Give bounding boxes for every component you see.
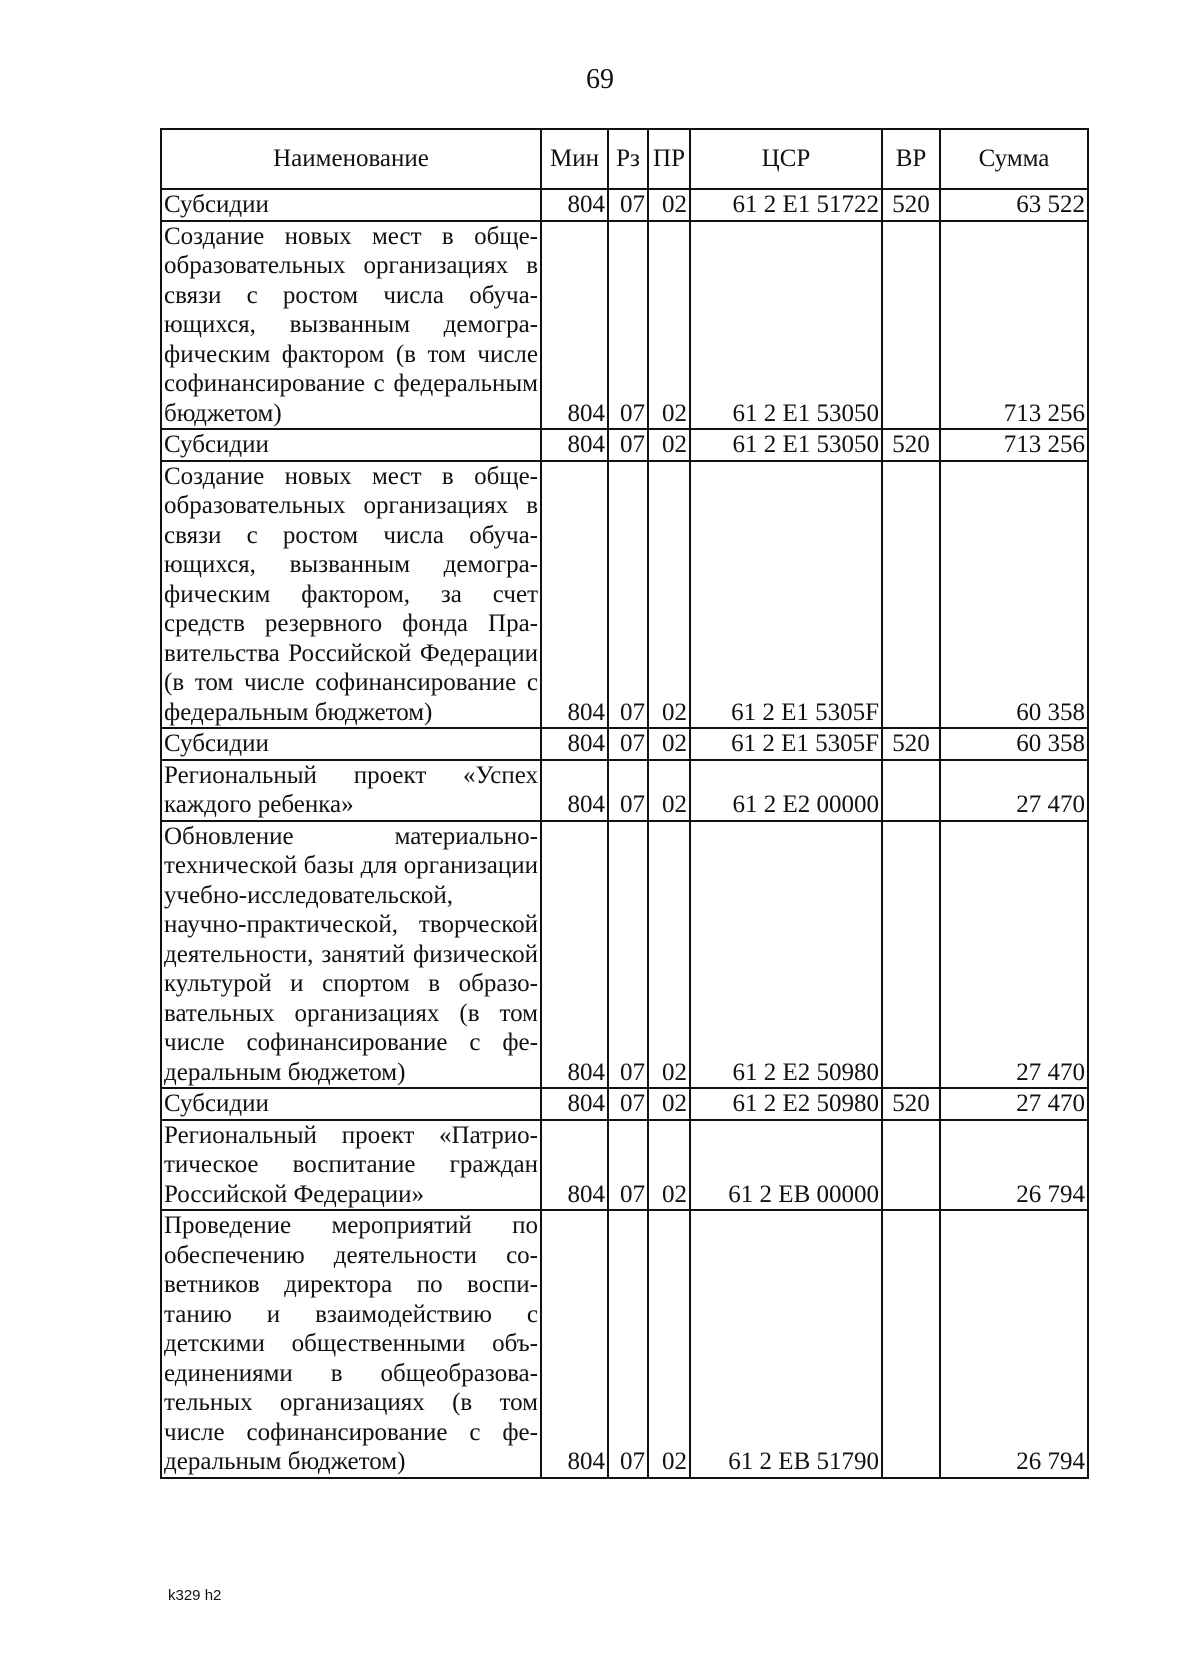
- table-row: [161, 461, 1088, 729]
- cell-rz: 07: [608, 1088, 648, 1120]
- cell-pr: 02: [648, 760, 690, 821]
- budget-table: [160, 128, 1089, 1479]
- table-row: [161, 429, 1088, 461]
- cell-min: 804: [541, 728, 608, 760]
- cell-min: 804: [541, 1120, 608, 1211]
- header-pr: ПР: [648, 129, 690, 189]
- cell-vr: [882, 1210, 940, 1478]
- cell-min: 804: [541, 189, 608, 221]
- cell-csr: 61 2 E1 53050: [690, 221, 882, 430]
- header-sum: Сумма: [940, 129, 1088, 189]
- cell-pr: 02: [648, 728, 690, 760]
- cell-min: 804: [541, 221, 608, 430]
- cell-sum: 27 470: [940, 1088, 1088, 1120]
- cell-pr: 02: [648, 461, 690, 729]
- cell-csr: 61 2 EB 51790: [690, 1210, 882, 1478]
- cell-pr: 02: [648, 821, 690, 1089]
- cell-pr: 02: [648, 1210, 690, 1478]
- cell-min: 804: [541, 461, 608, 729]
- cell-sum: 713 256: [940, 221, 1088, 430]
- cell-sum: 26 794: [940, 1120, 1088, 1211]
- cell-name: Обновление материально-технической базы для организации учебно-исследовательской, научно-практической, творческой деятельности, занятий физической культурой и спортом в образовательных организациях (в том числе софинансирование с федеральным бюджетом): [161, 821, 541, 1089]
- table-row: [161, 728, 1088, 760]
- cell-pr: 02: [648, 189, 690, 221]
- cell-sum: 60 358: [940, 461, 1088, 729]
- cell-min: 804: [541, 1210, 608, 1478]
- cell-name: Субсидии: [161, 429, 541, 461]
- cell-min: 804: [541, 1088, 608, 1120]
- cell-name: Создание новых мест в общеобразовательных организациях в связи с ростом числа обучающихся, вызванным демографическим фактором, за счет средств резервного фонда Правительства Российской Федерации (в том числе софинансирование с федеральным бюджетом): [161, 461, 541, 729]
- cell-name: Проведение мероприятий по обеспечению деятельности советников директора по воспитанию и взаимодействию с детскими общественными объединениями в общеобразовательных организациях (в том числе софинансирование с федеральным бюджетом): [161, 1210, 541, 1478]
- cell-vr: [882, 221, 940, 430]
- cell-vr: 520: [882, 1088, 940, 1120]
- cell-sum: 26 794: [940, 1210, 1088, 1478]
- cell-name: Субсидии: [161, 189, 541, 221]
- cell-rz: 07: [608, 221, 648, 430]
- cell-sum: 713 256: [940, 429, 1088, 461]
- cell-min: 804: [541, 429, 608, 461]
- table-row: [161, 1210, 1088, 1478]
- cell-sum: 27 470: [940, 760, 1088, 821]
- cell-sum: 27 470: [940, 821, 1088, 1089]
- cell-min: 804: [541, 821, 608, 1089]
- cell-sum: 60 358: [940, 728, 1088, 760]
- cell-rz: 07: [608, 1120, 648, 1211]
- cell-name: Субсидии: [161, 1088, 541, 1120]
- table-row: [161, 189, 1088, 221]
- table-row: [161, 1120, 1088, 1211]
- cell-rz: 07: [608, 189, 648, 221]
- table-row: [161, 821, 1088, 1089]
- header-name: Наименование: [161, 129, 541, 189]
- cell-csr: 61 2 EB 00000: [690, 1120, 882, 1211]
- cell-csr: 61 2 E2 00000: [690, 760, 882, 821]
- cell-vr: [882, 1120, 940, 1211]
- table-row: [161, 760, 1088, 821]
- cell-rz: 07: [608, 821, 648, 1089]
- table-header-row: [161, 129, 1088, 189]
- cell-csr: 61 2 E1 5305F: [690, 461, 882, 729]
- cell-csr: 61 2 E1 51722: [690, 189, 882, 221]
- cell-csr: 61 2 E2 50980: [690, 821, 882, 1089]
- cell-rz: 07: [608, 461, 648, 729]
- header-csr: ЦСР: [690, 129, 882, 189]
- cell-min: 804: [541, 760, 608, 821]
- cell-rz: 07: [608, 429, 648, 461]
- document-code: k329 h2: [168, 1587, 222, 1604]
- cell-name: Создание новых мест в общеобразовательных организациях в связи с ростом числа обучающихся, вызванным демографическим фактором (в том числе софинансирование с федеральным бюджетом): [161, 221, 541, 430]
- page-number: 69: [586, 64, 614, 95]
- cell-vr: 520: [882, 728, 940, 760]
- cell-vr: 520: [882, 429, 940, 461]
- cell-vr: [882, 760, 940, 821]
- cell-rz: 07: [608, 760, 648, 821]
- table-row: [161, 1088, 1088, 1120]
- cell-rz: 07: [608, 1210, 648, 1478]
- cell-pr: 02: [648, 429, 690, 461]
- header-min: Мин: [541, 129, 608, 189]
- cell-vr: [882, 461, 940, 729]
- cell-pr: 02: [648, 1120, 690, 1211]
- table-row: [161, 221, 1088, 430]
- cell-name: Субсидии: [161, 728, 541, 760]
- cell-pr: 02: [648, 1088, 690, 1120]
- cell-name: Региональный проект «Патриотическое воспитание граждан Российской Федерации»: [161, 1120, 541, 1211]
- cell-name: Региональный проект «Успех каждого ребенка»: [161, 760, 541, 821]
- header-rz: Рз: [608, 129, 648, 189]
- cell-pr: 02: [648, 221, 690, 430]
- cell-csr: 61 2 E1 5305F: [690, 728, 882, 760]
- cell-csr: 61 2 E1 53050: [690, 429, 882, 461]
- header-vr: ВР: [882, 129, 940, 189]
- cell-vr: [882, 821, 940, 1089]
- cell-rz: 07: [608, 728, 648, 760]
- cell-sum: 63 522: [940, 189, 1088, 221]
- cell-vr: 520: [882, 189, 940, 221]
- cell-csr: 61 2 E2 50980: [690, 1088, 882, 1120]
